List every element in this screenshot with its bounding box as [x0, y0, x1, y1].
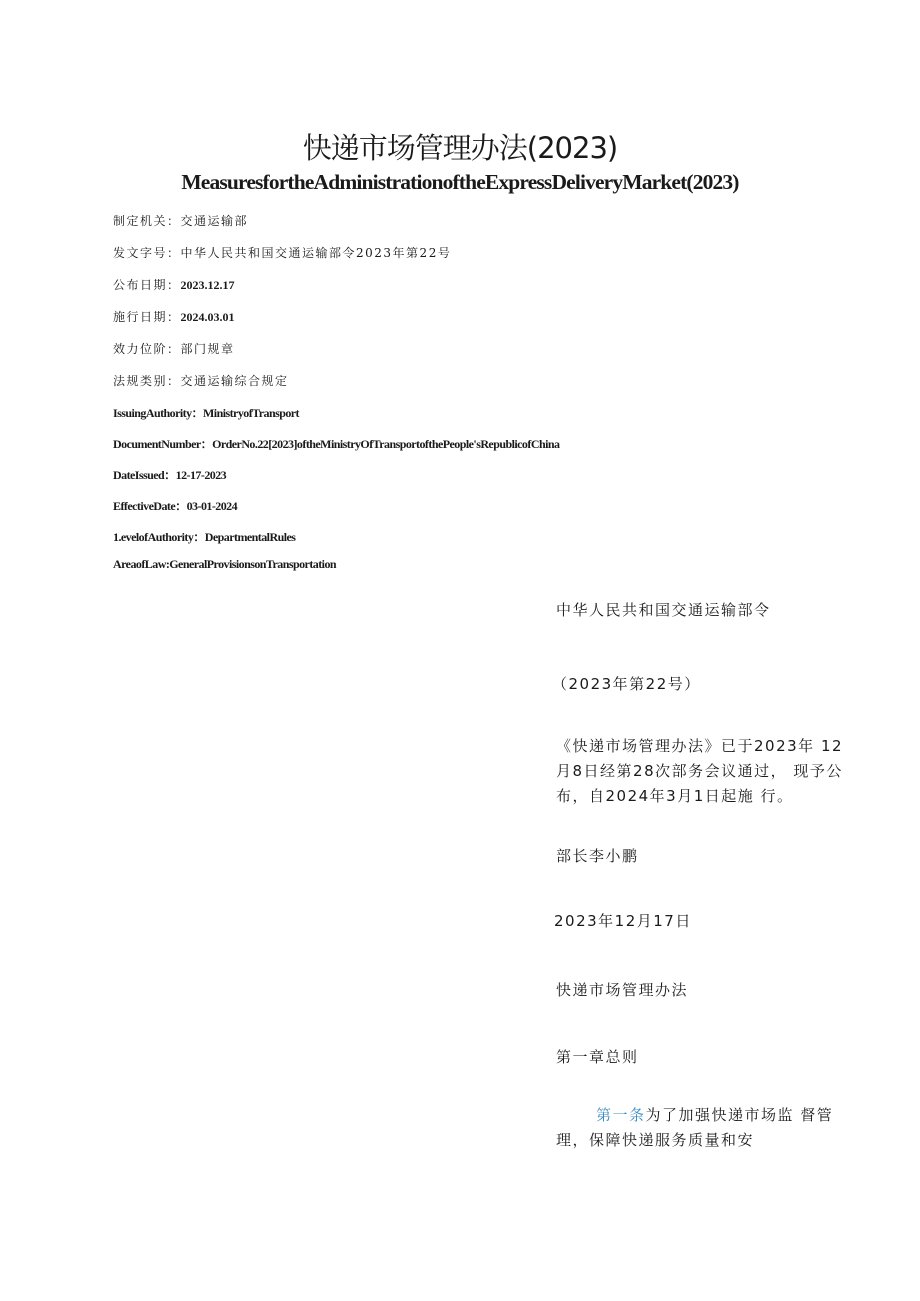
- meta-level-of-authority: 效力位阶：部门规章: [113, 342, 235, 356]
- meta-en-date-issued: DateIssued：12-17-2023: [113, 468, 227, 482]
- meta-area-of-law: 法规类别：交通运输综合规定: [113, 374, 289, 388]
- signatory: 部长李小鹏: [556, 847, 639, 865]
- meta-date-issued: 公布日期：2023.12.17: [113, 278, 235, 292]
- signing-date: 2023年12月17日: [554, 912, 692, 930]
- meta-en-area-of-law: AreaofLaw:GeneralProvisionsonTransportation: [113, 557, 337, 571]
- meta-document-number: 发文字号：中华人民共和国交通运输部令2023年第22号: [113, 246, 452, 260]
- meta-en-document-number: DocumentNumber：OrderNo.22[2023]oftheMinistryOfTransportofthePeople'sRepublicofChina: [113, 437, 560, 451]
- article-1-paragraph: [556, 1103, 856, 1153]
- document-title-cn: 快递市场管理办法(2023): [302, 131, 618, 165]
- article-label: 第一条: [596, 1106, 646, 1124]
- meta-en-effective-date: EffectiveDate：03-01-2024: [113, 499, 238, 513]
- order-number: （2023年第22号）: [552, 675, 701, 693]
- announcement-paragraph: 《快递市场管理办法》已于2023年 12月8日经第28次部务会议通过， 现予公布，自2024年3月1日起施 行。: [556, 737, 844, 805]
- order-heading: 中华人民共和国交通运输部令: [556, 601, 771, 619]
- meta-effective-date: 施行日期：2024.03.01: [113, 310, 235, 324]
- meta-en-issuing-authority: IssuingAuthority：MinistryofTransport: [113, 406, 300, 420]
- measures-title: 快递市场管理办法: [556, 981, 689, 999]
- article-text: 为了加强快递市场监 督管理，保障快递服务质量和安: [556, 1106, 834, 1149]
- chapter-heading: 第一章总则: [556, 1048, 639, 1066]
- meta-en-level-of-authority: 1.evelofAuthority：DepartmentalRules: [113, 530, 296, 544]
- meta-issuing-authority: 制定机关：交通运输部: [113, 214, 249, 228]
- document-title-en: MeasuresfortheAdministrationoftheExpressDeliveryMarket(2023): [181, 170, 739, 194]
